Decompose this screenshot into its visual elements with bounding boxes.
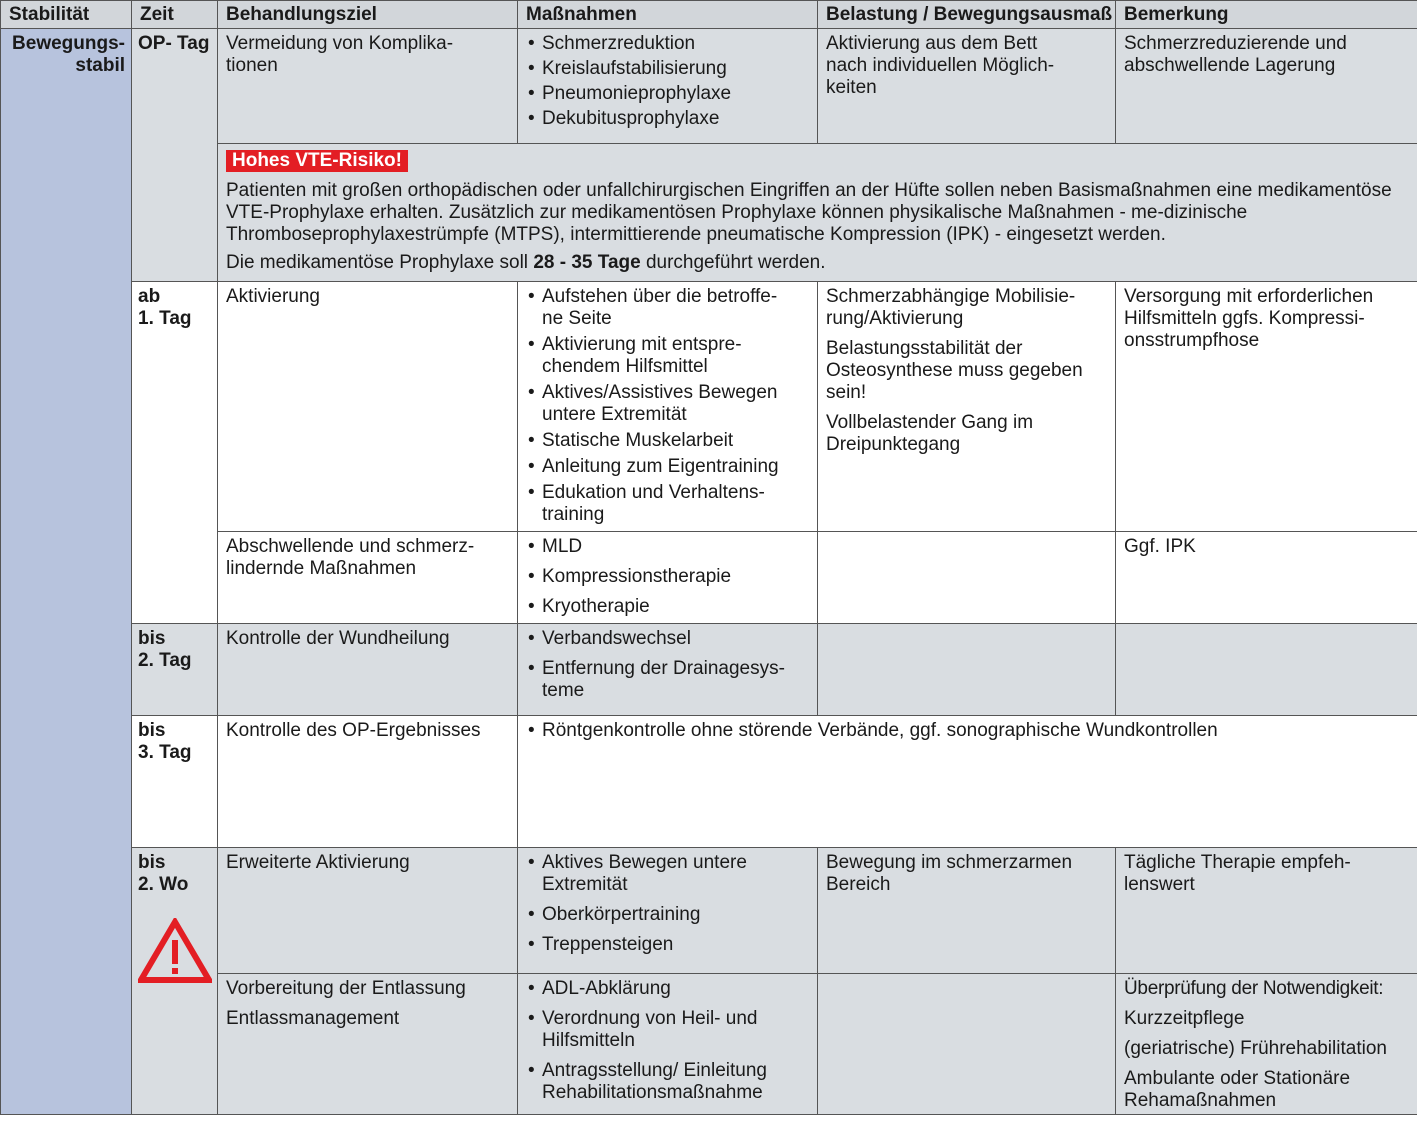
- zeit-bis-tag2: bis 2. Tag: [132, 624, 218, 716]
- massnahmen-wundheilung: [518, 624, 818, 716]
- belastung-text: Belastungsstabilität der Osteosynthese muss gegeben sein!: [826, 338, 1083, 403]
- list-item: • Dekubitusprophylaxe: [526, 108, 809, 130]
- bemerkung-abschwellend: Ggf. IPK: [1116, 532, 1417, 624]
- massnahmen-op-ergebnis: [518, 716, 1417, 848]
- zeit-op-tag: OP- Tag: [132, 29, 218, 282]
- massnahmen-list-wundheilung: [526, 628, 809, 702]
- list-item: • Röntgenkontrolle ohne störende Verbände, ggf. sonographische Wundkontrollen: [526, 720, 1409, 742]
- list-item: • Entfernung der Drainagesys- teme: [526, 658, 809, 702]
- header-belastung: Belastung / Bewegungsausmaß: [818, 1, 1116, 29]
- belastung-text: Vollbelastender Gang im Dreipunktegang: [826, 412, 1034, 455]
- zeit-bis-wo2: [132, 848, 218, 1115]
- list-item: • Verordnung von Heil- und Hilfsmitteln: [526, 1008, 809, 1052]
- ziel-abschwellend: Abschwellende und schmerz- lindernde Maßnahmen: [218, 532, 518, 624]
- list-item: • Aktivierung mit entspre- chendem Hilfsmittel: [526, 334, 809, 378]
- belastung-wundheilung: [818, 624, 1116, 716]
- bemerkung-text: (geriatrische) Frührehabilitation: [1124, 1038, 1387, 1059]
- vte-duration-prefix: Die medikamentöse Prophylaxe soll: [226, 252, 534, 273]
- belastung-entlassung: [818, 974, 1116, 1115]
- list-item: • Statische Muskelarbeit: [526, 430, 809, 452]
- row-op-tag: [1, 29, 1417, 144]
- list-item: • Schmerzreduktion: [526, 33, 809, 55]
- warning-triangle-icon: [138, 918, 212, 984]
- header-stabilitaet: Stabilität: [1, 1, 132, 29]
- ziel-wundheilung: Kontrolle der Wundheilung: [218, 624, 518, 716]
- list-item: • Anleitung zum Eigentraining: [526, 456, 809, 478]
- belastung-abschwellend: [818, 532, 1116, 624]
- belastung-text: Schmerzabhängige Mobilisie- rung/Aktivierung: [826, 286, 1076, 329]
- list-item: • Edukation und Verhaltens- training: [526, 482, 809, 526]
- list-item: • MLD: [526, 536, 809, 558]
- massnahmen-abschwellend: [518, 532, 818, 624]
- ziel-erweiterte-aktivierung: Erweiterte Aktivierung: [218, 848, 518, 974]
- zeit-bis-tag3: bis 3. Tag: [132, 716, 218, 848]
- list-item: • Aktives/Assistives Bewegen untere Extremität: [526, 382, 809, 426]
- massnahmen-aktivierung: [518, 282, 818, 532]
- list-item: • Oberkörpertraining: [526, 904, 809, 926]
- bemerkung-op-tag: Schmerzreduzierende und abschwellende Lagerung: [1116, 29, 1417, 144]
- row-ab-tag1-aktivierung: [1, 282, 1417, 532]
- list-item: • Treppensteigen: [526, 934, 809, 956]
- list-item: • Pneumonieprophylaxe: [526, 83, 809, 105]
- list-item: • Antragsstellung/ Einleitung Rehabilitationsmaßnahme: [526, 1060, 809, 1104]
- bemerkung-text: Überprüfung der Notwendigkeit:: [1124, 978, 1384, 999]
- bemerkung-entlassung: [1116, 974, 1417, 1115]
- ziel-text: Entlassmanagement: [226, 1008, 400, 1029]
- vte-duration-suffix: durchgeführt werden.: [640, 252, 826, 273]
- massnahmen-list-op-tag: [526, 33, 809, 130]
- bemerkung-text: Ambulante oder Stationäre Rehamaßnahmen: [1124, 1068, 1351, 1111]
- vte-duration-days: 28 - 35 Tage: [533, 252, 641, 273]
- ziel-aktivierung: Aktivierung: [218, 282, 518, 532]
- vte-notice: [218, 144, 1417, 282]
- massnahmen-list-aktivierung: [526, 286, 809, 526]
- vte-duration: [226, 252, 1409, 274]
- list-item: • Aufstehen über die betroffe- ne Seite: [526, 286, 809, 330]
- massnahmen-list-erweiterte-aktivierung: [526, 852, 809, 956]
- ziel-op-tag: Vermeidung von Komplika- tionen: [218, 29, 518, 144]
- list-item: • Aktives Bewegen untere Extremität: [526, 852, 809, 896]
- bemerkung-text: Kurzzeitpflege: [1124, 1008, 1245, 1029]
- row-bis-tag2: [1, 624, 1417, 716]
- massnahmen-entlassung: [518, 974, 818, 1115]
- belastung-erweiterte-aktivierung: Bewegung im schmerzarmen Bereich: [818, 848, 1116, 974]
- bemerkung-erweiterte-aktivierung: Tägliche Therapie empfeh- lenswert: [1116, 848, 1417, 974]
- vte-risk-badge: Hohes VTE-Risiko!: [226, 150, 408, 172]
- list-item: • Kryotherapie: [526, 596, 809, 618]
- ziel-entlassung: [218, 974, 518, 1115]
- stability-cell: Bewegungs- stabil: [1, 29, 132, 1115]
- massnahmen-list-abschwellend: [526, 536, 809, 618]
- row-bis-tag3: [1, 716, 1417, 848]
- list-item: • Kompressionstherapie: [526, 566, 809, 588]
- zeit-ab-tag1: ab 1. Tag: [132, 282, 218, 624]
- header-row: [1, 1, 1417, 29]
- ziel-op-ergebnis: Kontrolle des OP-Ergebnisses: [218, 716, 518, 848]
- row-bis-wo2-aktivierung: [1, 848, 1417, 974]
- belastung-aktivierung: [818, 282, 1116, 532]
- bemerkung-wundheilung: [1116, 624, 1417, 716]
- zeit-bis-wo2-label: bis 2. Wo: [138, 852, 189, 895]
- list-item: • Verbandswechsel: [526, 628, 809, 650]
- bemerkung-aktivierung: Versorgung mit erforderlichen Hilfsmitteln ggfs. Kompressi- onsstrumpfhose: [1116, 282, 1417, 532]
- header-bemerkung: Bemerkung: [1116, 1, 1417, 29]
- massnahmen-list-op-ergebnis: [526, 720, 1409, 742]
- massnahmen-list-entlassung: [526, 978, 809, 1104]
- header-massnahmen: Maßnahmen: [518, 1, 818, 29]
- belastung-op-tag: Aktivierung aus dem Bett nach individuellen Möglich- keiten: [818, 29, 1116, 144]
- massnahmen-erweiterte-aktivierung: [518, 848, 818, 974]
- header-zeit: Zeit: [132, 1, 218, 29]
- massnahmen-op-tag: [518, 29, 818, 144]
- vte-paragraph: Patienten mit großen orthopädischen oder unfallchirurgischen Eingriffen an der Hüfte sollen neben Basismaßnahmen eine medikamentöse VTE-Prophylaxe erhalten. Zusätzlich zur medikamentösen Prophylaxe können physikalische Maßnahmen - me-dizinische Thromboseprophylaxestrümpfe (MTPS), intermittierende pneumatische Kompression (IPK) - eingesetzt werden.: [226, 180, 1392, 245]
- ziel-text: Vorbereitung der Entlassung: [226, 978, 466, 999]
- header-behandlungsziel: Behandlungsziel: [218, 1, 518, 29]
- list-item: • Kreislaufstabilisierung: [526, 58, 809, 80]
- list-item: • ADL-Abklärung: [526, 978, 809, 1000]
